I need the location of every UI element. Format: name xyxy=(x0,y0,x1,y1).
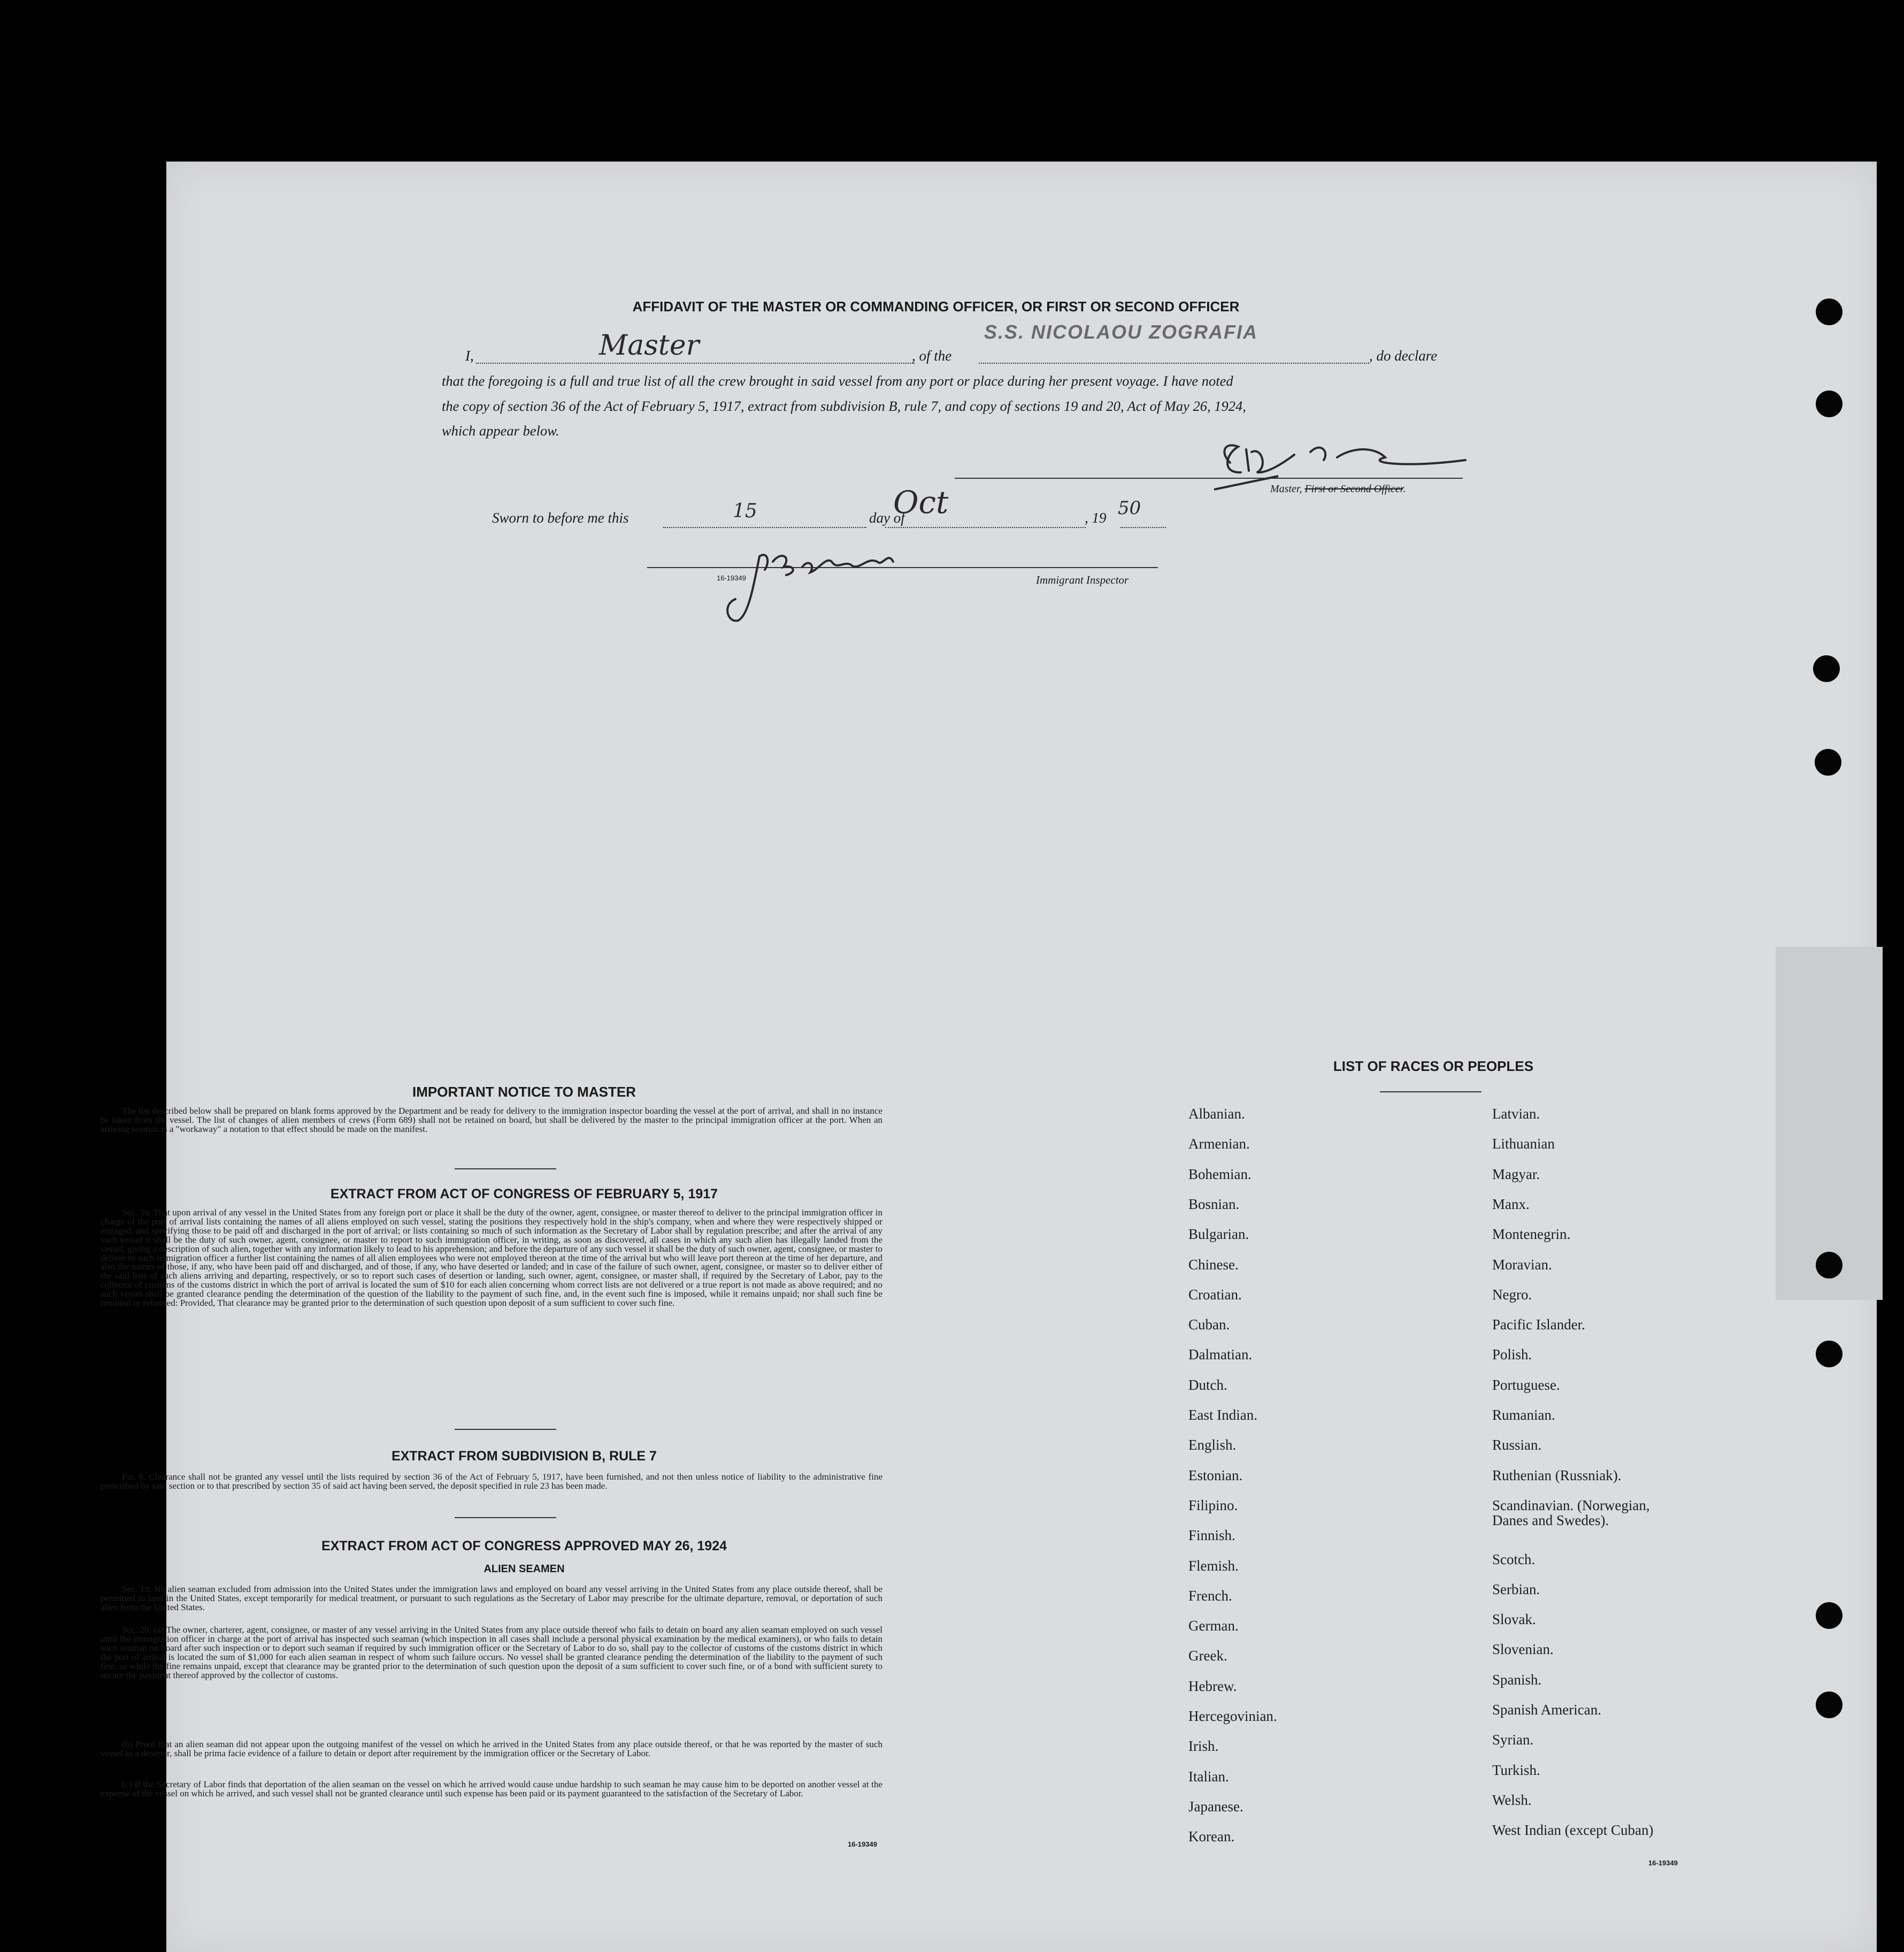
race-item: German. xyxy=(1188,1618,1239,1634)
race-item: Korean. xyxy=(1188,1828,1235,1845)
sworn-day-line xyxy=(663,527,866,528)
race-item: Syrian. xyxy=(1492,1732,1534,1748)
extract-1924-sec20c: (c) If the Secretary of Labor finds that deportation of the alien seaman on the vessel on which he arrived would cause undue hardship to such seaman he may cause him to be deported on another vessel at the expense of the vessel on which he arrived, and such vessel shall not be granted clearance until such expense has been paid or its payment guaranteed to the satisfaction of the Secretary of Labor. xyxy=(101,1779,882,1798)
race-item: Croatian. xyxy=(1188,1286,1242,1303)
race-item: Russian. xyxy=(1492,1437,1542,1453)
race-item: Moravian. xyxy=(1492,1256,1552,1273)
race-item: Scandinavian. (Norwegian, Danes and Swedes). xyxy=(1492,1497,1650,1528)
master-name-handwritten: Master xyxy=(599,330,700,362)
races-form-number: 16-19349 xyxy=(1648,1859,1678,1867)
vessel-name-stamp: S.S. NICOLAOU ZOGRAFIA xyxy=(984,321,1258,343)
race-item: Flemish. xyxy=(1188,1557,1239,1574)
race-item: Cuban. xyxy=(1188,1316,1230,1333)
year-prefix: , 19 xyxy=(1085,510,1107,526)
race-item: Armenian. xyxy=(1188,1136,1250,1152)
affidavit-title: AFFIDAVIT OF THE MASTER OR COMMANDING OFFICER, OR FIRST OR SECOND OFFICER xyxy=(632,298,1240,315)
race-item: Italian. xyxy=(1188,1768,1229,1785)
race-item: French. xyxy=(1188,1587,1232,1604)
inspector-form-number: 16-19349 xyxy=(717,574,746,582)
affidavit-body-line2: the copy of section 36 of the Act of February 5, 1917, extract from subdivision B, rule 7, and copy of sections 19 and 20, Act of May 26, 1924, xyxy=(442,398,1246,414)
of-the-label: , of the xyxy=(912,348,952,364)
race-item: Bulgarian. xyxy=(1188,1226,1249,1243)
extract-1917-title: EXTRACT FROM ACT OF CONGRESS OF FEBRUARY 5, 1917 xyxy=(330,1186,718,1201)
race-item: Magyar. xyxy=(1492,1166,1540,1182)
punch-hole xyxy=(1813,655,1840,682)
race-item: Serbian. xyxy=(1492,1581,1540,1597)
extract-1917-text: Sec. 36. That upon arrival of any vessel in the United States from any foreign port or place it shall be the duty of the owner, agent, consignee, or master thereof to deliver to the principal immigration officer in charge of the port of arrival lists containing the names of all aliens employed on such vessel, stating the positions they respectively hold in the ship's company, when and where they were respectively shipped or engaged, and specifying those to be paid off and discharged in the port of arrival; or lists containing so much of such information as the Secretary of Labor shall by regulation prescribe; and after the arrival of any such vessel it shall be the duty of such owner, agent, consignee, or master to report to such immigration officer, in writing, as soon as discovered, all cases in which any such alien has illegally landed from the vessel, giving a description of such alien, together with any information likely to lead to his apprehension; and before the departure of any such vessel it shall be the duty of such owner, agent, consignee, or master to deliver to such immigration officer a further list containing the names of all alien employees who were not employed thereon at the time of the arrival but who will leave port thereon at the time of her departure, and also the names of those, if any, who have been paid off and discharged, and of those, if any, who have deserted or landed; and in case of the failure of such owner, agent, consignee, or master so to deliver either of the said lists of such aliens arriving and departing, respectively, or so to report such cases of desertion or landing, such owner, agent, consignee, or master shall, if required by the Secretary of Labor, pay to the collector of customs of the customs district in which the port of arrival is located the sum of $10 for each alien concerning whom correct lists are not delivered or a true report is not made as above required; and no such vessel shall be granted clearance pending the determination of the question of the liability to the payment of such fine, and, in the event such fine is imposed, while it remains unpaid; nor shall such fine be remitted or refunded: Provided, That clearance may be granted prior to the determination of such question upon deposit of a sum sufficient to cover such fine. xyxy=(101,1207,882,1308)
extract-1924-form-number: 16-19349 xyxy=(848,1840,877,1848)
race-item: Dutch. xyxy=(1188,1376,1227,1393)
punch-hole xyxy=(1816,1691,1842,1718)
race-item: Montenegrin. xyxy=(1492,1226,1571,1243)
affidavit-body-line3: which appear below. xyxy=(442,423,559,439)
race-item: Negro. xyxy=(1492,1286,1532,1303)
punch-hole xyxy=(1816,298,1842,325)
extract-1924-sec20a: Sec. 20. (a) The owner, charterer, agent, consignee, or master of any vessel arriving in the United States from any place outside thereof who fails to detain on board any alien seaman employed on such vessel until the immigration officer in charge at the port of arrival has inspected such seaman (which inspection in all cases shall include a personal physical examination by the medical examiners), or who fails to detain such seaman on board after such inspection or to deport such seaman if required by such immigration officer or the Secretary of Labor to do so, shall pay to the collector of customs of the customs district in which the port of arrival is located the sum of $1,000 for each alien seaman in respect of whom such failure occurs. No vessel shall be granted clearance pending the determination of the liability to the payment of such fine, or while the fine remains unpaid, except that clearance may be granted prior to the determination of such question upon the deposit of a sum sufficient to cover such fine, or of a bond with sufficient surety to secure the payment thereof approved by the collector of customs. xyxy=(101,1625,882,1680)
race-item: Estonian. xyxy=(1188,1467,1243,1483)
race-item: Albanian. xyxy=(1188,1106,1245,1122)
race-item: English. xyxy=(1188,1437,1237,1453)
race-item: Scotch. xyxy=(1492,1551,1536,1567)
sworn-label: Sworn to before me this xyxy=(492,510,629,526)
race-item: Hercegovinian. xyxy=(1188,1708,1277,1724)
race-item: Hebrew. xyxy=(1188,1678,1237,1694)
extract-rule7-divider xyxy=(455,1517,556,1518)
extract-1924-sec20b: (b) Proof that an alien seaman did not appear upon the outgoing manifest of the vessel on which he arrived in the United States from any place outside thereof, or that he was reported by the master of such vessel as a deserter, shall be prima facie evidence of a failure to detain or deport after requirement by the immigration officer or the Secretary of Labor. xyxy=(101,1739,882,1758)
race-item: Bosnian. xyxy=(1188,1196,1240,1212)
race-item: Filipino. xyxy=(1188,1497,1238,1513)
extract-rule7-text: Par. 6. Clearance shall not be granted any vessel until the lists required by section 36 of the Act of February 5, 1917, have been furnished, and not then unless notice of liability to the administrative fine prescribed by said section or to that prescribed by section 35 of said act having been served, the deposit specified in rule 23 has been made. xyxy=(101,1472,882,1491)
master-caption-prefix: Master, xyxy=(1270,483,1302,495)
race-item: Greek. xyxy=(1188,1648,1227,1664)
punch-hole xyxy=(1816,391,1842,417)
race-item: Spanish American. xyxy=(1492,1702,1601,1718)
race-item: Spanish. xyxy=(1492,1671,1542,1688)
race-item: Rumanian. xyxy=(1492,1407,1555,1423)
punch-hole xyxy=(1816,1602,1842,1629)
race-item: Finnish. xyxy=(1188,1527,1235,1544)
day-of-label: day of xyxy=(869,510,905,526)
races-title: LIST OF RACES OR PEOPLES xyxy=(1333,1058,1534,1074)
race-item: Slovak. xyxy=(1492,1611,1536,1628)
race-item: Pacific Islander. xyxy=(1492,1316,1585,1333)
inspector-caption: Immigrant Inspector xyxy=(1036,573,1129,586)
race-item: Slovenian. xyxy=(1492,1641,1554,1658)
scan-shadow xyxy=(1776,947,1883,1300)
master-caption-struck: First or Second Officer xyxy=(1304,483,1403,495)
notice-divider xyxy=(455,1168,556,1169)
vessel-name-line xyxy=(979,363,1369,364)
race-item: Polish. xyxy=(1492,1346,1532,1363)
race-item: Ruthenian (Russniak). xyxy=(1492,1467,1622,1483)
race-item: East Indian. xyxy=(1188,1407,1257,1423)
extract-1924-title: EXTRACT FROM ACT OF CONGRESS APPROVED MAY 26, 1924 xyxy=(321,1538,727,1553)
affidavit-i-label: I, xyxy=(465,348,474,364)
sworn-month: Oct xyxy=(893,484,949,520)
extract-rule7-title: EXTRACT FROM SUBDIVISION B, RULE 7 xyxy=(391,1449,657,1464)
year-line xyxy=(1120,527,1166,528)
race-item: Chinese. xyxy=(1188,1256,1239,1273)
year-handwritten: 50 xyxy=(1118,497,1141,519)
inspector-signature xyxy=(722,540,904,626)
sworn-day: 15 xyxy=(733,500,757,522)
race-item: Japanese. xyxy=(1188,1798,1243,1815)
race-item: Dalmatian. xyxy=(1188,1346,1253,1363)
master-name-line xyxy=(476,363,915,364)
race-item: Latvian. xyxy=(1492,1106,1540,1122)
punch-hole xyxy=(1815,749,1841,776)
race-item: Welsh. xyxy=(1492,1792,1532,1808)
notice-title: IMPORTANT NOTICE TO MASTER xyxy=(412,1084,636,1100)
punch-hole xyxy=(1816,1252,1842,1279)
extract-1917-divider xyxy=(455,1429,556,1430)
master-caption xyxy=(1270,483,1406,495)
notice-text: The list described below shall be prepared on blank forms approved by the Department and be ready for delivery to the immigration inspector boarding the vessel at the port of arrival, and shall in no instance be taken from the vessel. The list of changes of alien members of crews (Form 689) shall not be retained on board, but shall be delivered by the master to the principal immigration officer at the port. When an arriving seaman is a "workaway" a notation to that effect should be made on the manifest. xyxy=(101,1106,882,1134)
race-item: West Indian (except Cuban) xyxy=(1492,1822,1654,1839)
document-page xyxy=(166,162,1877,1952)
extract-1924-sec19: Sec. 19. No alien seaman excluded from admission into the United States under the immigration laws and employed on board any vessel arriving in the United States from any place outside thereof, shall be permitted to land in the United States, except temporarily for medical treatment, or pursuant to such regulations as the Secretary of Labor may prescribe for the ultimate departure, removal, or deportation of such alien from the United States. xyxy=(101,1584,882,1612)
race-item: Bohemian. xyxy=(1188,1166,1252,1182)
affidavit-body-line1: that the foregoing is a full and true list of all the crew brought in said vessel from any port or place during her present voyage. I have noted xyxy=(442,373,1233,389)
race-item: Lithuanian xyxy=(1492,1136,1555,1152)
year-label xyxy=(1085,510,1107,526)
race-item: Manx. xyxy=(1492,1196,1530,1212)
race-item: Portuguese. xyxy=(1492,1376,1560,1393)
races-title-underline xyxy=(1380,1091,1481,1092)
race-item: Turkish. xyxy=(1492,1762,1540,1778)
master-caption-suffix: . xyxy=(1403,483,1406,495)
do-declare-label: , do declare xyxy=(1369,348,1438,364)
punch-hole xyxy=(1816,1341,1842,1367)
race-item: Irish. xyxy=(1188,1738,1219,1755)
sworn-month-line xyxy=(885,527,1086,528)
extract-1924-subtitle: ALIEN SEAMEN xyxy=(483,1563,565,1575)
